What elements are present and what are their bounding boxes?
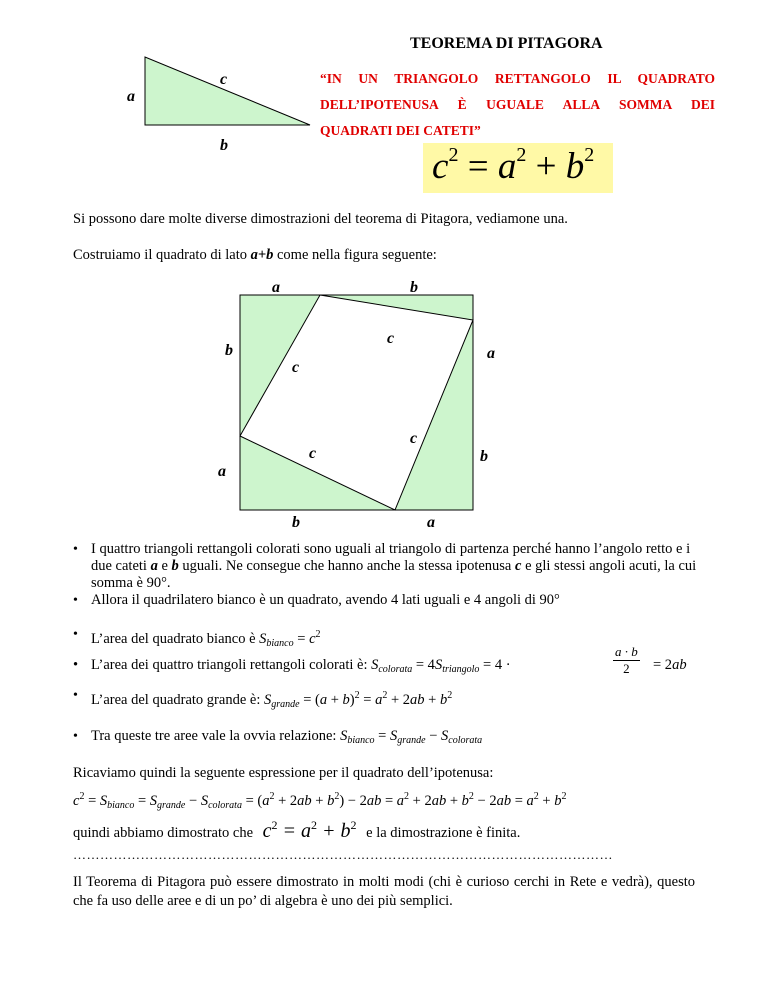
label-right-a: a [487,345,495,362]
construct-text: Costruiamo il quadrato di lato a+b come nella figura seguente: [73,247,437,263]
conclusion: quindi abbiamo dimostrato che $c^2 = a^2 + b^2$ e la dimostrazione è finita. [73,818,521,842]
derive-intro: Ricaviamo quindi la seguente espressione per il quadrato dell’ipotenusa: [73,765,494,781]
quote-line: “IN UN TRIANGOLO RETTANGOLO IL QUADRATO [320,71,715,86]
bullet-white-square: • Allora il quadrilatero bianco è un quadrato, avendo 4 lati uguali e 4 angoli di 90° [73,592,713,609]
derivation-equation: $c^2 = S_{bianco} = S_{grande} - S_{colorata} = (a^2 + 2ab + b^2) - 2ab = a^2 + 2ab + b^2 - 2ab = a^2 + b^2$ [73,791,567,811]
label-c-right: c [410,430,418,447]
label-c-bottom: c [309,445,317,462]
label-left-b: b [225,342,233,359]
label-c-left: c [292,359,300,376]
label-bottom-b: b [292,514,300,531]
bullet-area-white: • L’area del quadrato bianco è $S_{bianco} = c^2$ [73,626,713,652]
label-top-a: a [272,279,280,296]
triangle-label-a: a [127,88,135,105]
dotted-separator: ………………………………………………………………………………………………………… [73,847,613,862]
label-left-a: a [218,463,226,480]
label-c-top: c [387,330,395,347]
pythagoras-formula: $c^2 = a^2 + b^2$ [432,143,595,187]
label-top-b: b [410,279,418,296]
bullet-area-large: • L’area del quadrato grande è: $S_{grande} = (a + b)^2 = a^2 + 2ab + b^2$ [73,687,713,713]
bullet-triangles: • I quattro triangoli rettangoli colorati sono uguali al triangolo di partenza perché hanno l’angolo retto e i due cateti a e b uguali. Ne consegue che hanno anche la stessa ipotenusa c e gli stessi angoli acuti, la cui somma è 90°. [73,541,713,592]
label-right-b: b [480,448,488,465]
bullet-list-3 [73,687,713,713]
triangle-label-c: c [220,71,228,88]
triangle-label-b: b [220,137,228,154]
quote-line: DELL’IPOTENUSA È UGUALE ALLA SOMMA DEI [320,97,715,112]
bullet-list-1 [73,541,713,609]
bullet-list-4 [73,728,713,749]
page-title: TEOREMA DI PITAGORA [410,35,603,52]
closing-paragraph: Il Teorema di Pitagora può essere dimostrato in molti modi (chi è curioso cerchi in Rete e vedrà), questo che fa uso delle aree e di un po’ di algebra è uno dei più semplici. [73,874,695,909]
quote-line: QUADRATI DEI CATETI” [320,123,481,138]
label-bottom-a: a [427,514,435,531]
intro-text: Si possono dare molte diverse dimostrazioni del teorema di Pitagora, vediamone una. [73,211,568,227]
bullet-relation: • Tra queste tre aree vale la ovvia relazione: $S_{bianco} = S_{grande} - S_{colorata}$ [73,728,713,749]
